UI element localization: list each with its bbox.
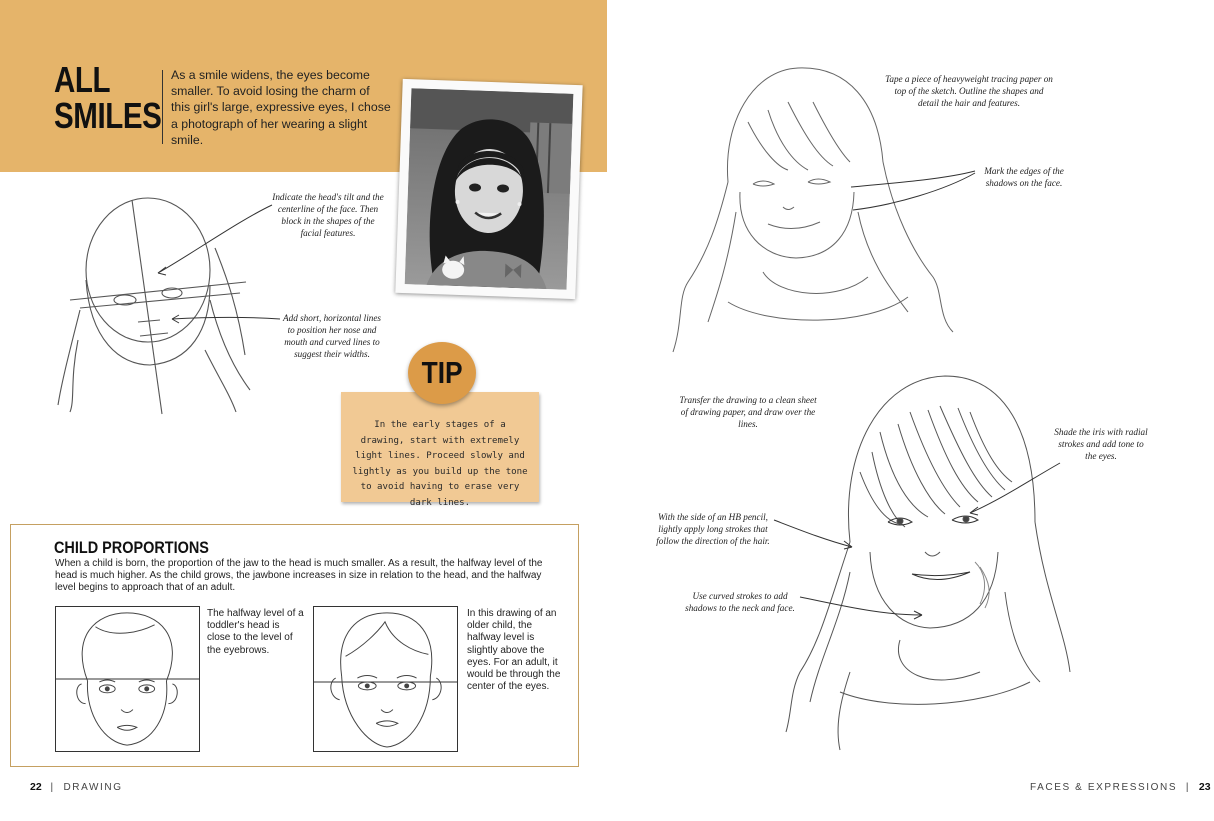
title-line-2: SMILES — [54, 95, 162, 136]
title-divider — [162, 70, 163, 144]
toddler-head-icon — [56, 607, 199, 751]
tip-label: TIP — [421, 355, 463, 390]
tip-text: In the early stages of a drawing, start with extremely light lines. Proceed slowly and lightly as you build up the tone to avoid having to erase very dark lines. — [352, 420, 528, 508]
page-number-left: 22 — [30, 781, 42, 793]
toddler-caption: The halfway level of a toddler's head is close to the level of the eyebrows. — [207, 608, 304, 656]
note-shadow-edges: Mark the edges of the shadows on the face. — [984, 166, 1064, 188]
older-child-frame — [313, 606, 458, 752]
tip-box — [341, 392, 539, 508]
footer-left — [30, 781, 123, 793]
footer-label-right: FACES & EXPRESSIONS — [1030, 782, 1178, 793]
note-horizontal-lines: Add short, horizontal lines to position her nose and mouth and curved lines to suggest their widths. — [282, 313, 381, 359]
reference-photo — [395, 79, 582, 299]
girl-photo-icon — [405, 88, 574, 290]
toddler-frame — [55, 606, 200, 752]
callout-arrows-right-bottom — [770, 455, 1140, 625]
older-child-head-icon — [314, 607, 457, 751]
footer-right — [1030, 781, 1211, 793]
child-proportions-title: CHILD PROPORTIONS — [54, 538, 209, 557]
footer-divider-left: | — [46, 782, 60, 793]
page-number-right: 23 — [1198, 781, 1211, 793]
callout-arrows-left — [150, 195, 290, 335]
page-title — [54, 59, 162, 136]
older-child-caption: In this drawing of an older child, the halfway level is slightly above the eyes. For an adult, it would be through the center of the eyes. — [467, 608, 561, 693]
note-hb-pencil: With the side of an HB pencil, lightly apply long strokes that follow the direction of the hair. — [656, 512, 770, 546]
note-tilt: Indicate the head's tilt and the centerline of the face. Then block in the shapes of the facial features. — [272, 192, 384, 238]
footer-label-left: DRAWING — [63, 782, 123, 793]
note-tracing: Tape a piece of heavyweight tracing paper on top of the sketch. Outline the shapes and detail the hair and features. — [885, 74, 1053, 108]
footer-divider-right: | — [1181, 782, 1195, 793]
tip-badge — [408, 342, 476, 404]
child-proportions-body: When a child is born, the proportion of the jaw to the head is much smaller. As a result, the halfway level of the head is much higher. As the child grows, the jawbone increases in size in relation to the head, and the halfway level begins to approach that of an adult. — [55, 558, 543, 594]
note-curved-strokes: Use curved strokes to add shadows to the neck and face. — [685, 591, 795, 613]
note-transfer: Transfer the drawing to a clean sheet of drawing paper, and draw over the lines. — [679, 395, 817, 429]
callout-arrows-right-top — [845, 165, 985, 225]
title-line-1: ALL — [54, 59, 111, 100]
intro-text: As a smile widens, the eyes become smaller. To avoid losing the charm of this girl's large, expressive eyes, I chose a photograph of her wearing a slight smile. — [171, 68, 391, 147]
note-iris: Shade the iris with radial strokes and add tone to the eyes. — [1054, 427, 1148, 461]
